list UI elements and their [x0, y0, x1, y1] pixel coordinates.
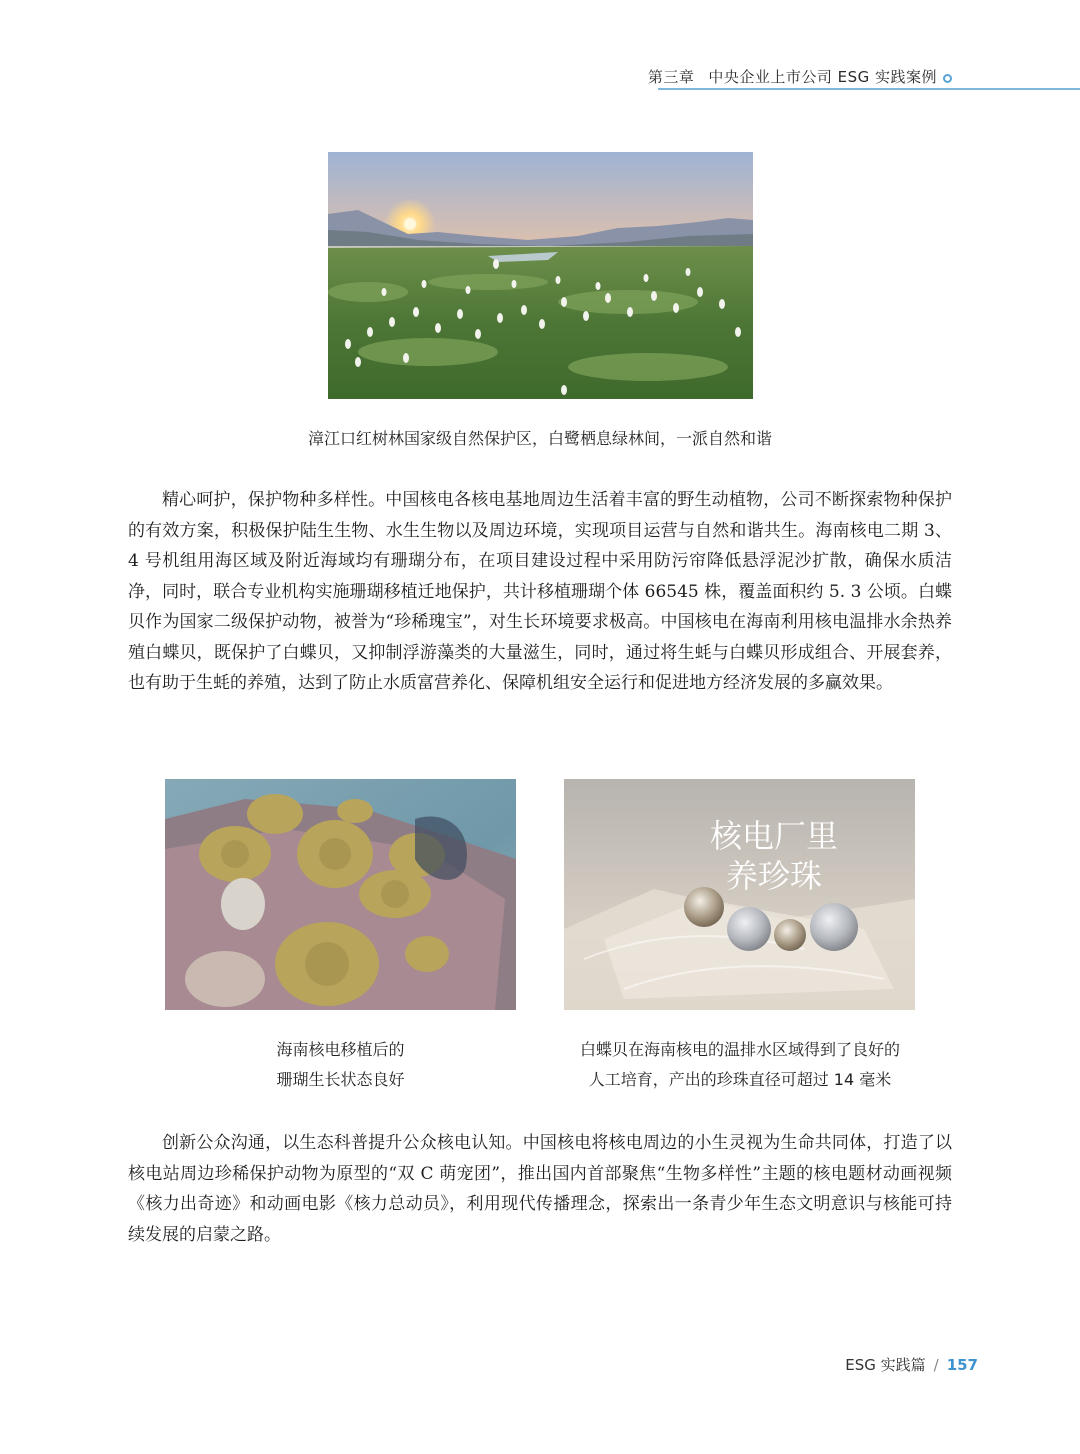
header-rule: [658, 88, 1080, 90]
pearl-caption: [520, 1035, 960, 1095]
coral-photo: [165, 779, 516, 1010]
footer-separator: /: [933, 1356, 939, 1374]
section-title: 中央企业上市公司 ESG 实践案例: [708, 68, 937, 86]
circle-icon: [943, 74, 952, 83]
coral-caption: [165, 1035, 516, 1095]
overlay-line-1: 核电厂里: [709, 817, 839, 855]
pearl-caption-line-1: 白蝶贝在海南核电的温排水区域得到了良好的: [579, 1040, 900, 1059]
page-number: 157: [946, 1356, 978, 1374]
body-paragraph-1: [128, 485, 952, 699]
footer-label: ESG 实践篇: [845, 1356, 926, 1374]
page-footer: [845, 1354, 978, 1375]
coral-caption-line-2: 珊瑚生长状态良好: [276, 1070, 405, 1089]
running-header: [648, 66, 952, 87]
body-paragraph-2: [128, 1128, 952, 1250]
chapter-label: 第三章: [647, 68, 695, 86]
paragraph-text: 创新公众沟通，以生态科普提升公众核电认知。中国核电将核电周边的小生灵视为生命共同体，打造了以核电站周边珍稀保护动物为原型的“双 C 萌宠团”，推出国内首部聚焦“生物多样性”主题的核电题材动画视频《核力出奇迹》和动画电影《核力总动员》，利用现代传播理念，探索出一条青少年生态文明意识与核能可持续发展的启蒙之路。: [128, 1133, 952, 1245]
pearl-caption-line-2: 人工培育，产出的珍珠直径可超过 14 毫米: [588, 1070, 892, 1089]
mangrove-photo: [328, 152, 753, 399]
mangrove-caption: 漳江口红树林国家级自然保护区，白鹭栖息绿林间，一派自然和谐: [307, 429, 772, 448]
coral-caption-line-1: 海南核电移植后的: [276, 1040, 405, 1059]
pearl-photo: [564, 779, 915, 1010]
overlay-line-2: 养珍珠: [725, 857, 823, 895]
paragraph-text: 精心呵护，保护物种多样性。中国核电各核电基地周边生活着丰富的野生动植物，公司不断探索物种保护的有效方案，积极保护陆生生物、水生生物以及周边环境，实现项目运营与自然和谐共生。海南核电二期 3、4 号机组用海区域及附近海域均有珊瑚分布，在项目建设过程中采用防污帘降低悬浮泥沙扩散，确保水质洁净，同时，联合专业机构实施珊瑚移植迁地保护，共计移植珊瑚个体 66545 株，覆盖面积约 5. 3 公顷。白蝶贝作为国家二级保护动物，被誉为“珍稀瑰宝”，对生长环境要求极高。中国核电在海南利用核电温排水余热养殖白蝶贝，既保护了白蝶贝，又抑制浮游藻类的大量滋生，同时，通过将生蚝与白蝶贝形成组合、开展套养，也有助于生蚝的养殖，达到了防止水质富营养化、保障机组安全运行和促进地方经济发展的多赢效果。: [128, 490, 952, 693]
